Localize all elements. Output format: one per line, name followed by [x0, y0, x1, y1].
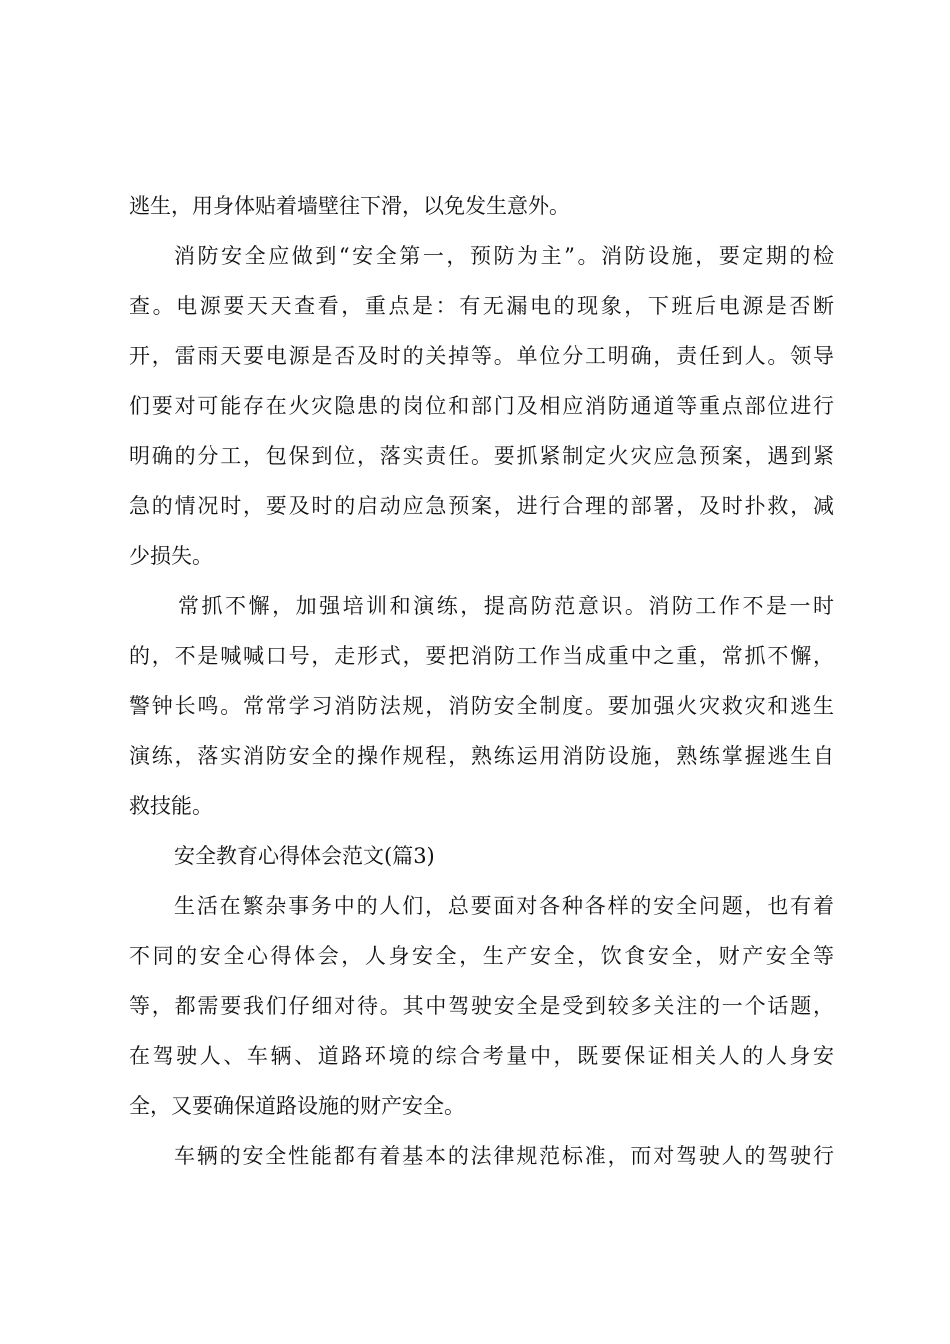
paragraph-line: 查。电源要天天查看，重点是：有无漏电的现象，下班后电源是否断: [129, 294, 834, 318]
paragraph-line: 少损失。: [129, 544, 213, 568]
paragraph-line: 急的情况时，要及时的启动应急预案，进行合理的部署，及时扑救，减: [129, 494, 834, 518]
paragraph-line: 不同的安全心得体会，人身安全，生产安全，饮食安全，财产安全等: [129, 944, 834, 968]
paragraph-line: 全，又要确保道路设施的财产安全。: [129, 1094, 465, 1118]
paragraph-line: 逃生，用身体贴着墙壁往下滑，以免发生意外。: [129, 194, 570, 218]
paragraph-line: 演练，落实消防安全的操作规程，熟练运用消防设施，熟练掌握逃生自: [129, 744, 834, 768]
paragraph-line: 生活在繁杂事务中的人们，总要面对各种各样的安全问题，也有着: [174, 894, 834, 918]
paragraph-line: 在驾驶人、车辆、道路环境的综合考量中，既要保证相关人的人身安: [129, 1044, 834, 1068]
paragraph-line: 警钟长鸣。常常学习消防法规，消防安全制度。要加强火灾救灾和逃生: [129, 694, 834, 718]
paragraph-line: 救技能。: [129, 794, 213, 818]
paragraph-line: 开，雷雨天要电源是否及时的关掉等。单位分工明确，责任到人。领导: [129, 344, 834, 368]
paragraph-line: 消防安全应做到“安全第一，预防为主”。消防设施，要定期的检: [174, 244, 834, 268]
paragraph-line: 们要对可能存在火灾隐患的岗位和部门及相应消防通道等重点部位进行: [129, 394, 834, 418]
paragraph-line: 车辆的安全性能都有着基本的法律规范标准，而对驾驶人的驾驶行: [174, 1144, 834, 1168]
paragraph-line: 明确的分工，包保到位，落实责任。要抓紧制定火灾应急预案，遇到紧: [129, 444, 834, 468]
paragraph-line: 等，都需要我们仔细对待。其中驾驶安全是受到较多关注的一个话题，: [129, 994, 834, 1018]
section-heading: 安全教育心得体会范文(篇3): [174, 844, 435, 868]
paragraph-line: 的，不是喊喊口号，走形式，要把消防工作当成重中之重，常抓不懈，: [129, 644, 834, 668]
paragraph-line: 常抓不懈，加强培训和演练，提高防范意识。消防工作不是一时: [178, 594, 834, 618]
